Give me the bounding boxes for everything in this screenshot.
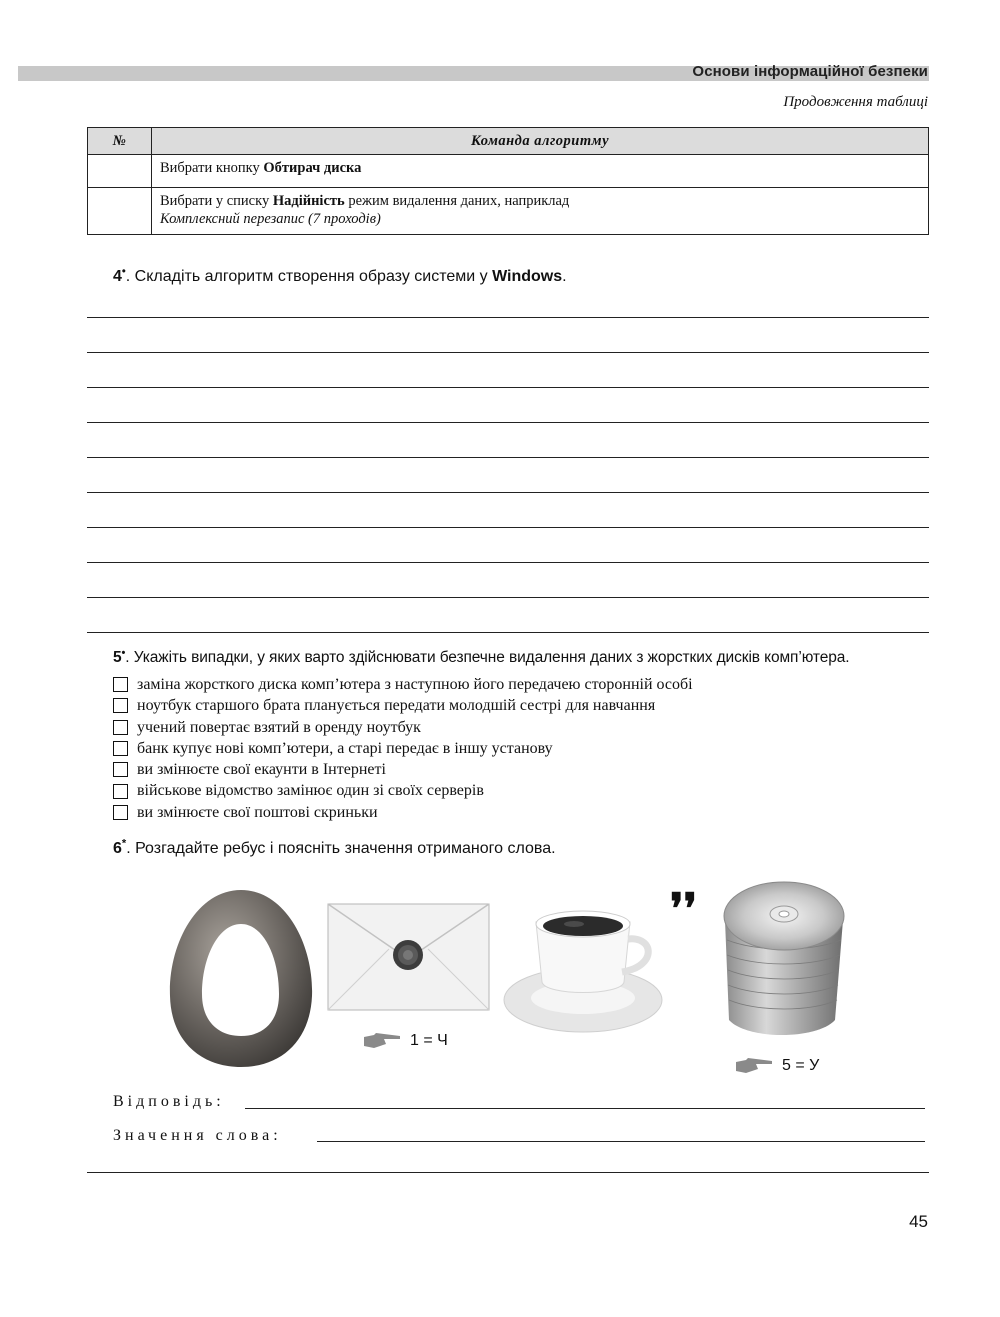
table-cell-command — [152, 155, 929, 188]
table-cell-command — [152, 188, 929, 235]
option-label: ви змінюєте свої екаунти в Інтернеті — [137, 761, 386, 779]
checkbox[interactable] — [113, 784, 128, 799]
answer-writing-line[interactable] — [87, 352, 929, 353]
rebus-hint-2 — [734, 1057, 819, 1075]
checkbox[interactable] — [113, 720, 128, 735]
answer-writing-line[interactable] — [87, 387, 929, 388]
rebus-coffee-cup-image — [502, 904, 664, 1034]
table-cell-number — [88, 155, 152, 188]
rebus-quote-mark: ❜❜ — [670, 884, 698, 933]
difficulty-mark: • — [121, 265, 126, 278]
option-label: банк купує нові комп’ютери, а старі передає в іншу установу — [137, 739, 553, 757]
hint-text: 1 = Ч — [410, 1032, 448, 1049]
task-number: 5 — [113, 649, 122, 666]
task-keyword: Windows — [492, 268, 563, 285]
pointing-hand-icon — [362, 1032, 402, 1050]
task-text: . Розгадайте ребус і поясніть значення отриманого слова. — [126, 840, 556, 857]
option-label: ви змінюєте свої поштові скриньки — [137, 803, 378, 821]
section-title: Основи інформаційної безпеки — [692, 63, 928, 80]
task-5-prompt — [113, 646, 850, 667]
pointing-hand-icon — [734, 1057, 774, 1075]
rebus-discs-image — [717, 880, 849, 1042]
checklist-option[interactable] — [113, 780, 693, 801]
answer-label: Відповідь: — [113, 1093, 225, 1110]
column-header-command: Команда алгоритму — [152, 128, 929, 155]
answer-writing-line[interactable] — [87, 317, 929, 318]
rebus-envelope-image — [327, 903, 490, 1011]
checklist-option[interactable] — [113, 738, 693, 759]
checkbox[interactable] — [113, 741, 128, 756]
task-6-prompt — [113, 837, 556, 858]
checklist-option[interactable] — [113, 717, 693, 738]
table-cell-number — [88, 188, 152, 235]
difficulty-mark: • — [121, 646, 126, 659]
option-label: учений повертає взятий в оренду ноутбук — [137, 718, 421, 736]
answer-writing-line[interactable] — [87, 457, 929, 458]
command-bold: Обтирач диска — [263, 160, 362, 176]
answer-writing-line[interactable] — [87, 562, 929, 563]
difficulty-mark: * — [121, 837, 127, 850]
table-row — [88, 188, 929, 235]
answer-writing-line[interactable] — [87, 1172, 929, 1173]
option-label: ноутбук старшого брата планується передати молодшій сестрі для навчання — [137, 697, 656, 715]
checklist-option[interactable] — [113, 759, 693, 780]
answer-writing-line[interactable] — [87, 527, 929, 528]
checklist-option[interactable] — [113, 674, 693, 695]
options-checklist — [113, 674, 693, 823]
task-number: 6 — [113, 840, 122, 857]
checklist-option[interactable] — [113, 695, 693, 716]
answer-writing-line[interactable] — [87, 597, 929, 598]
task-text: . Складіть алгоритм створення образу системи у — [125, 268, 493, 285]
checkbox[interactable] — [113, 762, 128, 777]
rebus-ring-image — [166, 886, 316, 1070]
command-bold: Надійність — [272, 193, 345, 209]
task-number: 4 — [113, 268, 122, 285]
command-text: Вибрати у списку — [160, 193, 273, 209]
page-number: 45 — [909, 1212, 928, 1231]
hint-text: 5 = У — [782, 1057, 820, 1074]
option-label: військове відомство замінює один зі своїх серверів — [137, 782, 484, 800]
task-4-prompt — [113, 265, 567, 286]
table-continuation-note: Продовження таблиці — [783, 94, 928, 110]
task-text: . Укажіть випадки, у яких варто здійснювати безпечне видалення даних з жорстких дисків комп’ютера. — [125, 649, 850, 666]
answer-writing-line[interactable] — [87, 492, 929, 493]
command-text: Вибрати кнопку — [160, 160, 264, 176]
algorithm-table — [87, 127, 929, 235]
checkbox[interactable] — [113, 698, 128, 713]
option-label: заміна жорсткого диска комп’ютера з наступною його передачею сторонній особі — [137, 676, 693, 693]
meaning-input-line[interactable] — [317, 1141, 925, 1142]
checklist-option[interactable] — [113, 802, 693, 823]
checkbox[interactable] — [113, 677, 128, 692]
task-text-end: . — [562, 268, 567, 285]
answer-input-line[interactable] — [245, 1108, 925, 1109]
meaning-label: Значення слова: — [113, 1127, 282, 1144]
checkbox[interactable] — [113, 805, 128, 820]
command-text-suffix: режим видалення даних, наприклад — [344, 193, 570, 209]
rebus-hint-1 — [362, 1032, 448, 1050]
table-row — [88, 155, 929, 188]
column-header-number: № — [88, 128, 152, 155]
answer-writing-line[interactable] — [87, 422, 929, 423]
answer-writing-line[interactable] — [87, 632, 929, 633]
command-example: Комплексний перезапис (7 проходів) — [160, 211, 381, 227]
table-header-row — [88, 128, 929, 155]
